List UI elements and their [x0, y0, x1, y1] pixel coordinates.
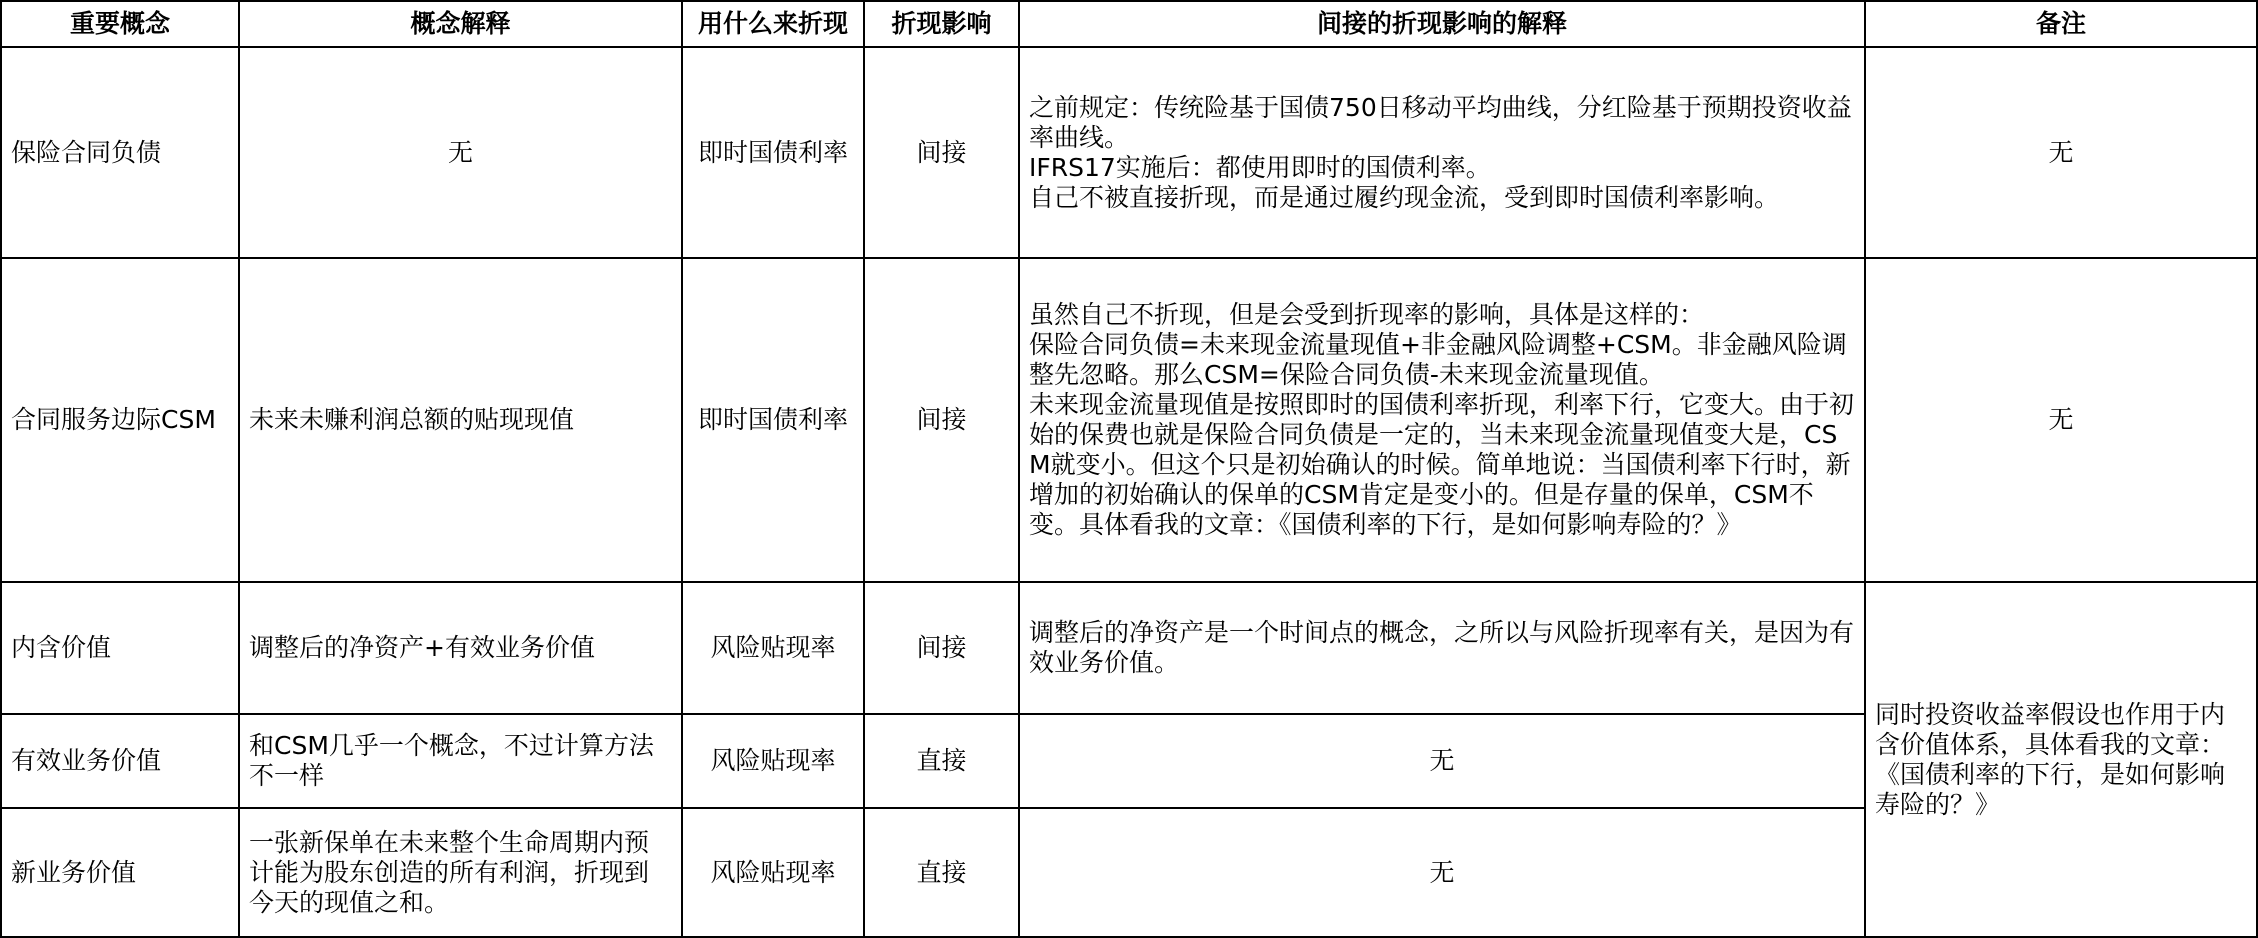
indirect-explanation-cell: 虽然自己不折现，但是会受到折现率的影响，具体是这样的： 保险合同负债=未来现金流量现值+非金融风险调整+CSM。非金融风险调整先忽略。那么CSM=保险合同负债-未来现金流量现值。 未来现金流量现值是按照即时的国债利率折现，利率下行，它变大。由于初始的保费也就是保险合同负债是一定的，当未来现金流量现值变大是，CSM就变小。但这个只是初始确认的时候。简单地说：当国债利率下行时，新增加的初始确认的保单的CSM肯定是变小的。但是存量的保单，CSM不变。具体看我的文章：《国债利率的下行，是如何影响寿险的？》 — [1019, 258, 1865, 582]
impact-cell: 直接 — [864, 808, 1019, 937]
discount-by-cell: 风险贴现率 — [682, 582, 864, 714]
concept-cell: 内含价值 — [1, 582, 239, 714]
impact-cell: 间接 — [864, 258, 1019, 582]
table-row — [1, 258, 2257, 582]
explanation-cell: 无 — [239, 47, 682, 258]
impact-cell: 直接 — [864, 714, 1019, 808]
discount-by-cell: 即时国债利率 — [682, 258, 864, 582]
discount-by-cell: 即时国债利率 — [682, 47, 864, 258]
header-discount-by: 用什么来折现 — [682, 1, 864, 47]
header-concept: 重要概念 — [1, 1, 239, 47]
concept-cell: 新业务价值 — [1, 808, 239, 937]
concept-cell: 合同服务边际CSM — [1, 258, 239, 582]
header-indirect-explanation: 间接的折现影响的解释 — [1019, 1, 1865, 47]
indirect-explanation-cell: 无 — [1019, 714, 1865, 808]
indirect-explanation-cell: 调整后的净资产是一个时间点的概念，之所以与风险折现率有关，是因为有效业务价值。 — [1019, 582, 1865, 714]
concept-cell: 保险合同负债 — [1, 47, 239, 258]
explanation-cell: 调整后的净资产+有效业务价值 — [239, 582, 682, 714]
explanation-cell: 和CSM几乎一个概念，不过计算方法不一样 — [239, 714, 682, 808]
merged-note-cell: 同时投资收益率假设也作用于内含价值体系，具体看我的文章：《国债利率的下行，是如何影响寿险的？》 — [1865, 582, 2257, 937]
header-note: 备注 — [1865, 1, 2257, 47]
indirect-explanation-cell: 之前规定：传统险基于国债750日移动平均曲线，分红险基于预期投资收益率曲线。 IFRS17实施后：都使用即时的国债利率。 自己不被直接折现，而是通过履约现金流，受到即时国债利率影响。 — [1019, 47, 1865, 258]
indirect-explanation-cell: 无 — [1019, 808, 1865, 937]
discount-by-cell: 风险贴现率 — [682, 808, 864, 937]
header-impact: 折现影响 — [864, 1, 1019, 47]
header-explanation: 概念解释 — [239, 1, 682, 47]
concept-cell: 有效业务价值 — [1, 714, 239, 808]
table-row — [1, 582, 2257, 714]
explanation-cell: 一张新保单在未来整个生命周期内预计能为股东创造的所有利润，折现到今天的现值之和。 — [239, 808, 682, 937]
discount-by-cell: 风险贴现率 — [682, 714, 864, 808]
table-row — [1, 47, 2257, 258]
note-cell: 无 — [1865, 47, 2257, 258]
explanation-cell: 未来未赚利润总额的贴现现值 — [239, 258, 682, 582]
header-row — [1, 1, 2257, 47]
note-cell: 无 — [1865, 258, 2257, 582]
impact-cell: 间接 — [864, 47, 1019, 258]
impact-cell: 间接 — [864, 582, 1019, 714]
